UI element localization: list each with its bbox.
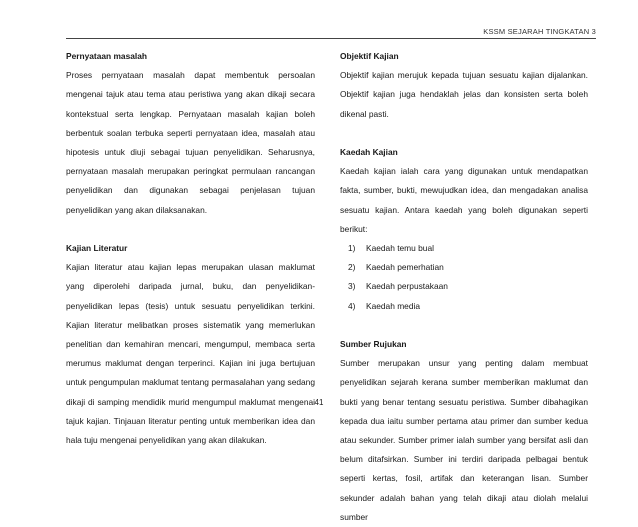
list-item: 2) Kaedah pemerhatian (348, 262, 444, 273)
heading-sumber-rujukan: Sumber Rujukan (340, 339, 407, 350)
list-item: 3) Kaedah perpustakaan (348, 281, 448, 292)
left-column (66, 47, 315, 450)
heading-kajian-literatur: Kajian Literatur (66, 243, 128, 254)
header-rule (66, 38, 596, 39)
paragraph-pernyataan-masalah: Proses pernyataan masalah dapat membentuk persoalan mengenai tajuk atau tema atau peristiwa yang akan dikaji secara kontekstual serta lengkap. Pernyataan masalah kajian boleh berbentuk soalan terbuka seperti pernyataan idea, masalah atau hipotesis untuk diuji sebagai tujuan penyelidikan. Seharusnya, pernyataan masalah merupakan peringkat permulaan rancangan penyelidikan dan digunakan sebagai penjelasan tujuan penyelidikan yang akan dilaksanakan. (66, 70, 315, 215)
section-gap (340, 316, 588, 335)
running-header: KSSM SEJARAH TINGKATAN 3 (483, 27, 596, 36)
heading-kaedah-kajian: Kaedah Kajian (340, 147, 398, 157)
list-item: 1) Kaedah temu bual (348, 243, 434, 254)
heading-objektif-kajian: Objektif Kajian (340, 51, 399, 61)
section-gap (66, 220, 315, 239)
right-column (340, 47, 588, 527)
method-list (340, 239, 588, 316)
list-item: 4) Kaedah media (348, 300, 421, 311)
heading-pernyataan-masalah: Pernyataan masalah (66, 51, 148, 61)
paragraph-objektif-kajian: Objektif kajian merujuk kepada tujuan sesuatu kajian dijalankan. Objektif kajian juga hendaklah jelas dan konsisten serta boleh dikenal pasti. (340, 70, 588, 119)
section-gap (340, 124, 588, 143)
paragraph-sumber-rujukan: Sumber merupakan unsur yang penting dalam membuat penyelidikan sejarah kerana sumber memberikan maklumat dan bukti yang benar tentang sesuatu peristiwa. Sumber dibahagikan kepada dua iaitu sumber pertama atau primer dan sumber kedua atau sekunder. Sumber primer ialah sumber yang bersifat asli dan belum ditafsirkan. Sumber ini terdiri daripada pelbagai bentuk seperti kertas, fosil, artifak dan keterangan lisan. Sumber sekunder adalah bahan yang telah dikaji atau diolah melalui sumber (340, 358, 588, 522)
paragraph-kajian-literatur: Kajian literatur atau kajian lepas merupakan ulasan maklumat yang diperolehi daripada jurnal, buku, dan penyelidikan-penyelidikan lepas (tesis) untuk sesuatu penyelidikan terkini. Kajian literatur melibatkan proses sistematik yang memerlukan penelitian dan kemahiran mencari, mengumpul, membaca serta merumus maklumat dengan terperinci. Kajian ini juga bertujuan untuk pengumpulan maklumat tentang permasalahan yang sedang dikaji di samping mendidik murid mengumpul maklumat mengenai tajuk kajian. Tinjauan literatur penting untuk memberikan idea dan hala tuju mengenai penyelidikan yang akan dilakukan. (66, 262, 315, 446)
paragraph-kaedah-kajian: Kaedah kajian ialah cara yang digunakan untuk mendapatkan fakta, sumber, bukti, mewujudkan idea, dan mengadakan analisa sesuatu kajian. Antara kaedah yang boleh digunakan seperti berikut: (340, 166, 588, 234)
page-number: 41 (314, 398, 324, 407)
